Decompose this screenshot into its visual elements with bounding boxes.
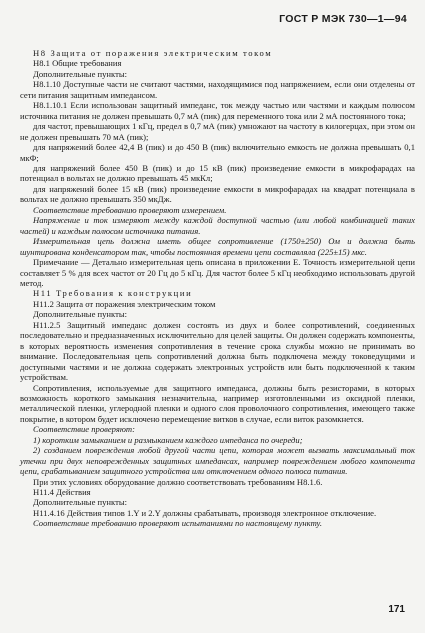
paragraph: Измерительная цепь должна иметь общее сопротивление (1750±250) Ом и должна быть шунтирована конденсатором так, чтобы постоянная времени цепи составляла (225±15) мкс. xyxy=(20,236,415,257)
paragraph: для частот, превышающих 1 кГц, предел в 0,7 мА (пик) умножают на частоту в килогерцах, при этом он не должен превышать 70 мА (пик); xyxy=(20,121,415,142)
paragraph: для напряжений более 15 кВ (пик) произведение емкости в микрофарадах на квадрат потенциала в вольтах не должно превышать 350 мкДж. xyxy=(20,183,415,205)
document-header: ГОСТ Р МЭК 730—1—94 xyxy=(279,13,407,25)
page-number: 171 xyxy=(388,604,405,615)
section-heading: Н8 Защита от поражения электрическим током xyxy=(33,48,273,58)
paragraph: Н11.4.16 Действия типов 1.Y и 2.Y должны срабатывать, производя электронное отключение. xyxy=(33,507,377,518)
subsection-line: Дополнительные пункты: xyxy=(33,309,128,320)
paragraph: Примечание — Детально измерительная цепь описана в приложении Е. Точность измерительной цепи составляет 5 % для всех частот от 20 Гц до 5 кГц. Для частот более 5 кГц необходимо использовать другой метод. xyxy=(20,257,415,288)
section-heading: Н11 Требования к конструкции xyxy=(33,288,193,299)
paragraph: для напряжений более 42,4 В (пик) и до 450 В (пик) включительно емкость не должна превышать 0,1 мкФ; xyxy=(20,142,415,163)
paragraph: Соответствие требованию проверяют испытаниями по настоящему пункту. xyxy=(33,518,322,529)
document-body xyxy=(20,48,415,529)
subsection-line: Н11.4 Действия xyxy=(33,487,91,498)
paragraph: Сопротивления, используемые для защитного импеданса, должны быть резисторами, в которых возможность короткого замыкания незначительна, например изготовленными из оксидной пленки, металлической пленки, углеродной пленки и одного слоя проволочного сопротивления, имеющего также покрытие, в котором будет исключено перемещение витков в случае, если виток разомкнется. xyxy=(20,382,415,424)
paragraph: Соответствие требованию проверяют измерением. xyxy=(33,204,227,215)
subsection-line: Н8.1 Общие требования xyxy=(33,58,122,69)
paragraph: Н8.1.10.1 Если использован защитный импеданс, ток между частью или частями и каждым полюсом источника питания не должен превышать 0,7 мА (пик) для переменного тока или 2 мА постоянного тока; xyxy=(20,100,415,121)
paragraph: 1) коротким замыканием и размыканием каждого импеданса по очереди; xyxy=(33,434,303,445)
paragraph: 2) созданием повреждения любой другой части цепи, которая может вызвать максимальный ток утечки при двух неповрежденных защитных импедансах, например повреждением любого компонента цепи, срабатыванием защитного устройства или отключением одного полюса питания. xyxy=(20,445,415,477)
subsection-line: Дополнительные пункты: xyxy=(33,497,128,508)
paragraph: Н8.1.10 Доступные части не считают частями, находящимися под напряжением, если они отделены от сети питания защитным импедансом. xyxy=(20,79,415,100)
subsection-line: Дополнительные пункты: xyxy=(33,68,128,79)
paragraph: Напряжение и ток измеряют между каждой доступной частью (или любой комбинацией таких частей) и каждым полюсом источника питания. xyxy=(20,215,415,236)
paragraph: Н11.2.5 Защитный импеданс должен состоять из двух и более сопротивлений, соединенных последовательно и предназначенных исключительно для целей защиты. Он должен содержать компоненты, в которых вероятность изменения сопротивления в течение срока службы можно не принимать во внимание. Последовательная цепь сопротивлений должна быть подключена между токоведущими и доступными частями и не должна содержать электронных устройств или быть подключенной к таким устройствам. xyxy=(20,319,415,383)
paragraph: При этих условиях оборудование должно соответствовать требованиям Н8.1.6. xyxy=(33,476,323,487)
paragraph: для напряжений более 450 В (пик) и до 15 кВ (пик) произведение емкости в микрофарадах на потенциал в вольтах не должно превышать 45 мкКл; xyxy=(20,162,415,184)
subsection-line: Н11.2 Защита от поражения электрическим током xyxy=(33,298,216,309)
paragraph: Соответствие проверяют: xyxy=(33,424,135,435)
